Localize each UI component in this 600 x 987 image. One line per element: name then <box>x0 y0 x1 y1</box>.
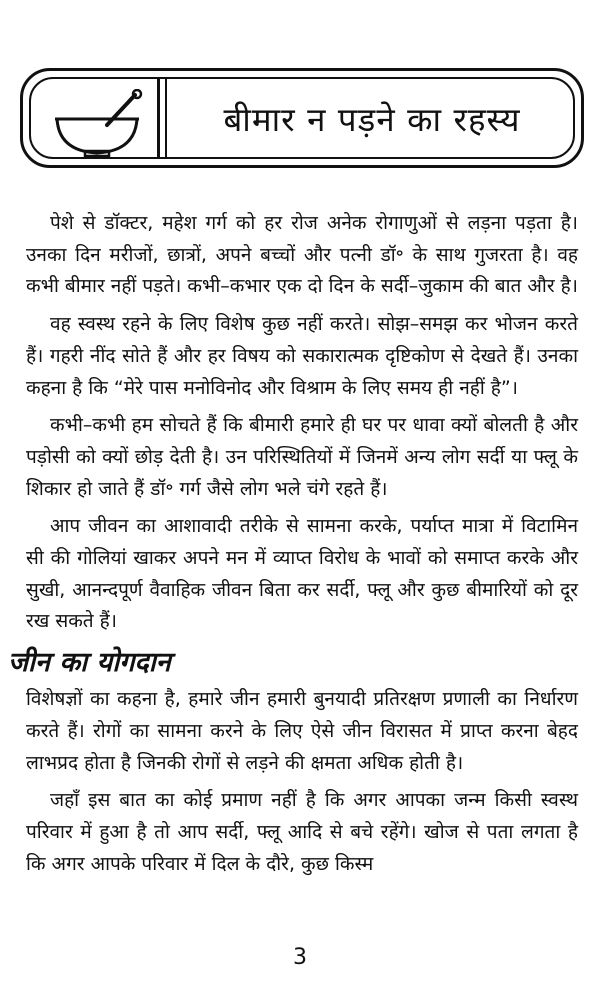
paragraph <box>0 785 600 880</box>
chapter-title-box <box>20 68 584 168</box>
paragraph <box>0 511 600 638</box>
page-number: 3 <box>293 945 307 970</box>
section-heading: जीन का योगदान <box>8 647 171 679</box>
title-box-inner-border <box>29 77 575 159</box>
title-divider <box>157 79 160 157</box>
chapter-title: बीमार न पड़ने का रहस्य <box>223 99 521 139</box>
paragraph-text: पेशे से डॉक्टर, महेश गर्ग को हर रोज अनेक रोगाणुओं से लड़ना पड़ता है। उनका दिन मरीजों, छात्रों, अपने बच्चों और पत्नी डॉ॰ के साथ गुजरता है। वह कभी बीमार नहीं पड़ते। कभी–कभार एक दो दिन के सर्दी–जुकाम की बात और है। <box>26 212 578 298</box>
paragraph <box>0 208 600 303</box>
paragraph <box>0 309 600 404</box>
title-divider-inner <box>165 79 167 157</box>
paragraph-text: कभी–कभी हम सोचते हैं कि बीमारी हमारे ही घर पर धावा क्यों बोलती है और पड़ोसी को क्यों छोड़ देती है। उन परिस्थितियों में जिनमें अन्य लोग सर्दी या फ्लू के शिकार हो जाते हैं डॉ॰ गर्ग जैसे लोग भले चंगे रहते हैं। <box>26 414 578 500</box>
mortar-pestle-icon <box>47 89 147 159</box>
paragraph-text: जहाँ इस बात का कोई प्रमाण नहीं है कि अगर आपका जन्म किसी स्वस्थ परिवार में हुआ है तो आप सर्दी, फ्लू आदि से बचे रहेंगे। खोज से पता लगता है कि अगर आपके परिवार में दिल के दौरे, कुछ किस्म <box>26 789 578 875</box>
page-content <box>0 208 600 886</box>
paragraph-text: विशेषज्ञों का कहना है, हमारे जीन हमारी बुनयादी प्रतिरक्षण प्रणाली का निर्धारण करते हैं। रोगों का सामना करने के लिए ऐसे जीन विरासत में प्राप्त करना बेहद लाभप्रद होता है जिनकी रोगों से लड़ने की क्षमता अधिक होती है। <box>26 688 578 774</box>
paragraph <box>0 410 600 505</box>
paragraph-text: आप जीवन का आशावादी तरीके से सामना करके, पर्याप्त मात्रा में विटामिन सी की गोलियां खाकर अपने मन में व्याप्त विरोध के भावों को समाप्त करके और सुखी, आनन्दपूर्ण वैवाहिक जीवन बिता कर सर्दी, फ्लू और कुछ बीमारियों को दूर रख सकते हैं। <box>26 515 578 633</box>
paragraph <box>0 684 600 779</box>
paragraph-text: वह स्वस्थ रहने के लिए विशेष कुछ नहीं करते। सोझ–समझ कर भोजन करते हैं। गहरी नींद सोते हैं और हर विषय को सकारात्मक दृष्टिकोण से देखते हैं। उनका कहना है कि “मेरे पास मनोविनोद और विश्राम के लिए समय ही नहीं है”। <box>26 313 578 399</box>
